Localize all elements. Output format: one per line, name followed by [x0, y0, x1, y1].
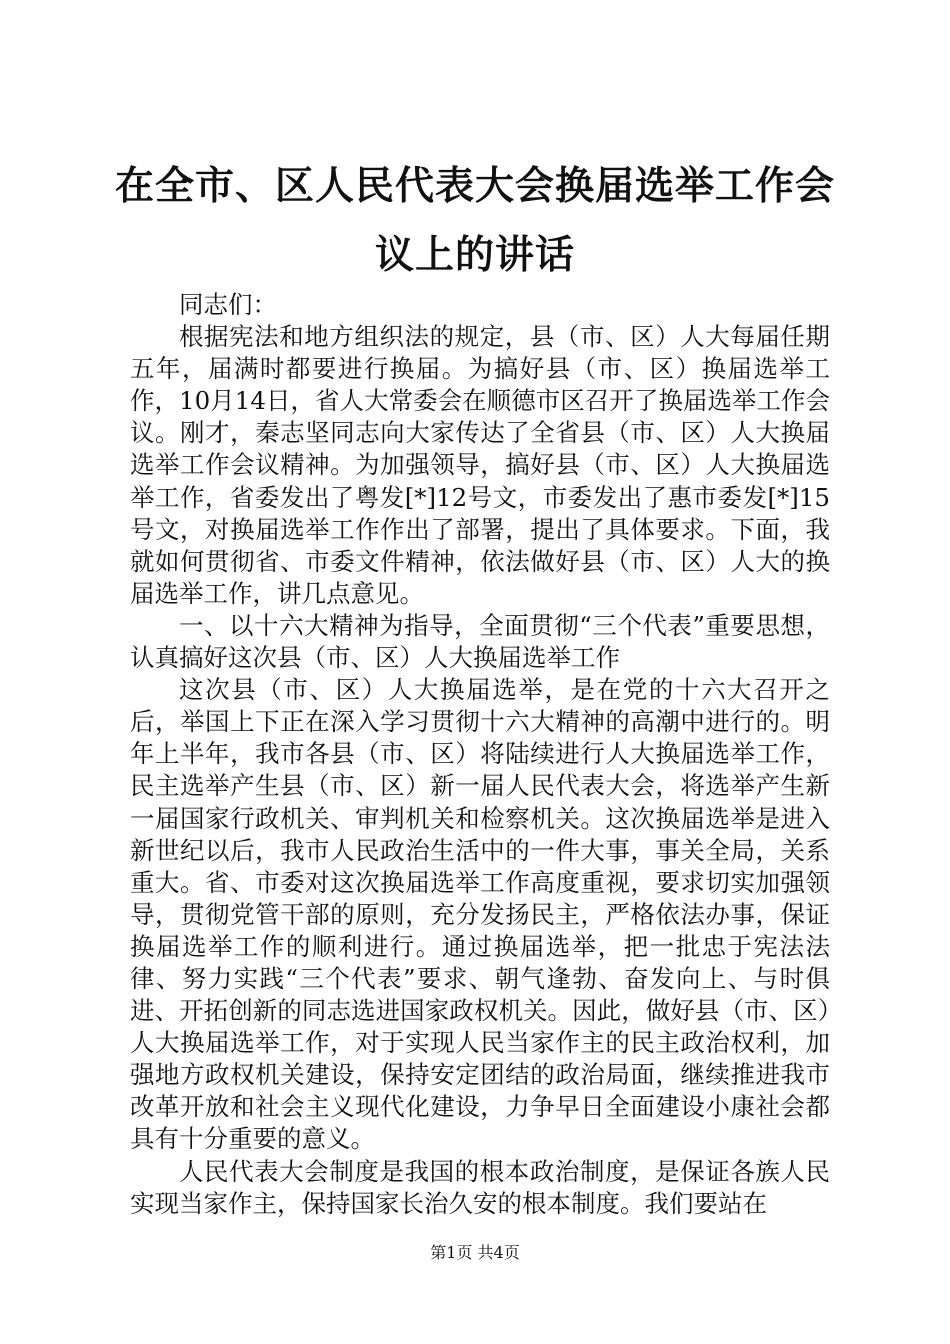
section-heading: 一、以十六大精神为指导，全面贯彻“三个代表”重要思想，认真搞好这次县（市、区）人大换届选举工作: [130, 610, 830, 673]
paragraph: 这次县（市、区）人大换届选举，是在党的十六大召开之后，举国上下正在深入学习贯彻十六大精神的高潮中进行的。明年上半年，我市各县（市、区）将陆续进行人大换届选举工作，民主选举产生县（市、区）新一届人民代表大会，将选举产生新一届国家行政机关、审判机关和检察机关。这次换届选举是进入新世纪以后，我市人民政治生活中的一件大事，事关全局，关系重大。省、市委对这次换届选举工作高度重视，要求切实加强领导，贯彻党管干部的原则，充分发扬民主，严格依法办事，保证换届选举工作的顺利进行。通过换届选举，把一批忠于宪法法律、努力实践“三个代表”要求、朝气逢勃、奋发向上、与时俱进、开拓创新的同志选进国家政权机关。因此，做好县（市、区）人大换届选举工作，对于实现人民当家作主的民主政治权利，加强地方政权机关建设，保持安定团结的政治局面，继续推进我市改革开放和社会主义现代化建设，力争早日全面建设小康社会都具有十分重要的意义。: [130, 675, 830, 1154]
paragraph: 人民代表大会制度是我国的根本政治制度，是保证各族人民实现当家作主，保持国家长治久安的根本制度。我们要站在: [130, 1156, 830, 1218]
salutation: 同志们：: [179, 290, 277, 319]
document-body: [130, 289, 830, 1220]
page-footer: 第1页 共4页: [430, 1243, 520, 1262]
paragraph: 根据宪法和地方组织法的规定，县（市、区）人大每届任期五年，届满时都要进行换届。为搞好县（市、区）换届选举工作，10月14日，省人大常委会在顺德市区召开了换届选举工作会议。刚才，秦志坚同志向大家传达了全省县（市、区）人大换届选举工作会议精神。为加强领导，搞好县（市、区）人大换届选举工作，省委发出了粤发[*]12号文，市委发出了惠市委发[*]15号文，对换届选举工作作出了部署，提出了具体要求。下面，我就如何贯彻省、市委文件精神，依法做好县（市、区）人大的换届选举工作，讲几点意见。: [130, 322, 830, 608]
document-title: 在全市、区人民代表大会换届选举工作会议上的讲话: [114, 164, 835, 278]
